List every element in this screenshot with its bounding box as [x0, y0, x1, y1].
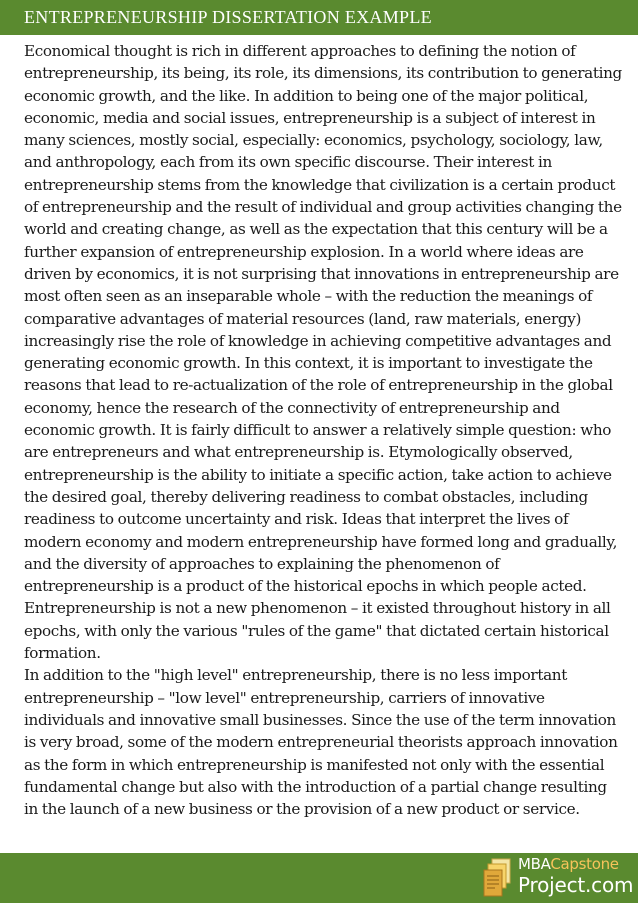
document-body: [24, 40, 622, 820]
paragraph: In addition to the "high level" entrepreneurship, there is no less important entrepreneurship – "low level" entrepreneurship, carriers of innovative individuals and innovative small businesses. Since the use of the term innovation is very broad, some of the modern entrepreneurial theorists approach innovation as the form in which entrepreneurship is manifested not only with the essential fundamental change but also with the introduction of a partial change resulting in the launch of a new business or the provision of a new product or service.: [24, 666, 618, 819]
page-title: ENTREPRENEURSHIP DISSERTATION EXAMPLE: [24, 7, 432, 27]
logo-mba: MBA: [518, 855, 551, 873]
site-logo[interactable]: [482, 856, 632, 900]
documents-icon: [482, 858, 516, 900]
logo-line-2: Project.com: [518, 873, 634, 897]
paragraph: Economical thought is rich in different approaches to defining the notion of entrepreneurship, its being, its role, its dimensions, its contribution to generating economic growth, and the like. In addition to being one of the major political, economic, media and social issues, entrepreneurship is a subject of interest in many sciences, mostly social, especially: economics, psychology, sociology, law, and anthropology, each from its own specific discourse. Their interest in entrepreneurship stems from the knowledge that civilization is a certain product of entrepreneurship and the result of individual and group activities changing the world and creating change, as well as the expectation that this century will be a further expansion of entrepreneurship explosion. In a world where ideas are driven by economics, it is not surprising that innovations in entrepreneurship are most often seen as an inseparable whole – with the reduction the meanings of comparative advantages of material resources (land, raw materials, energy) increasingly rise the role of knowledge in achieving competitive advantages and generating economic growth. In this context, it is important to investigate the reasons that lead to re-actualization of the role of entrepreneurship in the global economy, hence the research of the connectivity of entrepreneurship and economic growth. It is fairly difficult to answer a relatively simple question: who are entrepreneurs and what entrepreneurship is. Etymologically observed, entrepreneurship is the ability to initiate a specific action, take action to achieve the desired goal, thereby delivering readiness to combat obstacles, including readiness to outcome uncertainty and risk. Ideas that interpret the lives of modern economy and modern entrepreneurship have formed long and gradually, and the diversity of approaches to explaining the phenomenon of entrepreneurship is a product of the historical epochs in which people acted. Entrepreneurship is not a new phenomenon – it existed throughout history in all epochs, with only the various "rules of the game" that dictated certain historical formation.: [24, 42, 622, 663]
logo-line-1: [518, 856, 633, 873]
header-bar: [0, 0, 638, 35]
logo-capstone: Capstone: [550, 855, 619, 873]
logo-wordmark: [518, 856, 633, 897]
